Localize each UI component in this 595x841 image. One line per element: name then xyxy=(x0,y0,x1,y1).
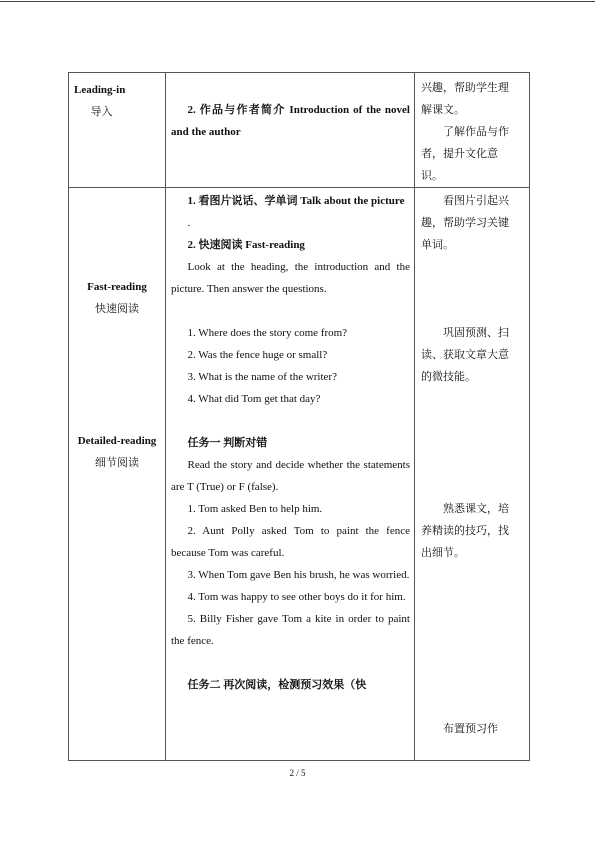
purpose-line: 出细节。 xyxy=(421,547,465,559)
statement-item: 4. Tom was happy to see other boys do it for him. xyxy=(187,591,406,603)
stage-en-detailed-reading: Detailed-reading xyxy=(77,435,157,447)
purpose-line: 解课文。 xyxy=(421,104,465,116)
lesson-plan-table xyxy=(68,72,530,761)
fast-reading-instruction: Look at the heading, the introduction and the picture. Then answer the questions. xyxy=(171,261,410,295)
purpose-line: 养精读的技巧，找 xyxy=(421,525,509,537)
stage-en-leading-in: Leading-in xyxy=(74,84,126,96)
purpose-cell xyxy=(415,73,530,188)
purpose-line: 读、获取文章大意 xyxy=(421,349,509,361)
statement-item: 3. When Tom gave Ben his brush, he was worried. xyxy=(187,569,410,581)
task2-title: 任务二 再次阅读，检测预习效果（快 xyxy=(187,679,367,691)
statement-item: 5. Billy Fisher gave Tom a kite in order to paint the fence. xyxy=(171,613,410,647)
question-item: 2. Was the fence huge or small? xyxy=(187,349,328,361)
purpose-line: 看图片引起兴 xyxy=(443,195,509,207)
fast-reading-item: 2. 快速阅读 Fast-reading xyxy=(187,239,305,251)
purpose-line: 的微技能。 xyxy=(421,371,476,383)
purpose-cell xyxy=(415,188,530,761)
purpose-line: 单词。 xyxy=(421,239,454,251)
intro-item: 2. 作品与作者简介 Introduction of the novel and the author xyxy=(171,104,410,138)
stage-en-fast-reading: Fast-reading xyxy=(87,281,147,293)
content-cell xyxy=(166,188,415,761)
stage-cn-fast-reading: 快速阅读 xyxy=(95,303,139,315)
stage-cn-detailed-reading: 细节阅读 xyxy=(95,457,139,469)
question-item: 3. What is the name of the writer? xyxy=(187,371,337,383)
purpose-line: 识。 xyxy=(421,170,443,182)
table-row-leading-in xyxy=(69,73,530,188)
purpose-line: 趣，帮助学习关键 xyxy=(421,217,509,229)
table-row-reading xyxy=(69,188,530,761)
purpose-line: 兴趣，帮助学生理 xyxy=(421,82,509,94)
page-number: 2 / 5 xyxy=(289,768,306,778)
stage-cell xyxy=(69,73,166,188)
question-item: 4. What did Tom get that day? xyxy=(187,393,321,405)
dot-mark: . xyxy=(187,217,191,229)
purpose-line: 者，提升文化意 xyxy=(421,148,498,160)
task1-title: 任务一 判断对错 xyxy=(187,437,268,449)
stage-cell xyxy=(69,188,166,761)
purpose-line: 熟悉课文，培 xyxy=(443,503,509,515)
stage-cn-leading-in: 导入 xyxy=(90,106,113,118)
statement-item: 1. Tom asked Ben to help him. xyxy=(187,503,323,515)
purpose-line: 布置预习作 xyxy=(443,723,498,735)
statement-item: 2. Aunt Polly asked Tom to paint the fence because Tom was careful. xyxy=(171,525,410,559)
question-item: 1. Where does the story come from? xyxy=(187,327,348,339)
header-rule xyxy=(0,1,595,2)
purpose-line: 巩固预测、扫 xyxy=(443,327,509,339)
purpose-line: 了解作品与作 xyxy=(443,126,509,138)
picture-talk-item: 1. 看图片说话、学单词 Talk about the picture xyxy=(187,195,405,207)
task1-instruction: Read the story and decide whether the statements are T (True) or F (false). xyxy=(171,459,410,493)
content-cell xyxy=(166,73,415,188)
